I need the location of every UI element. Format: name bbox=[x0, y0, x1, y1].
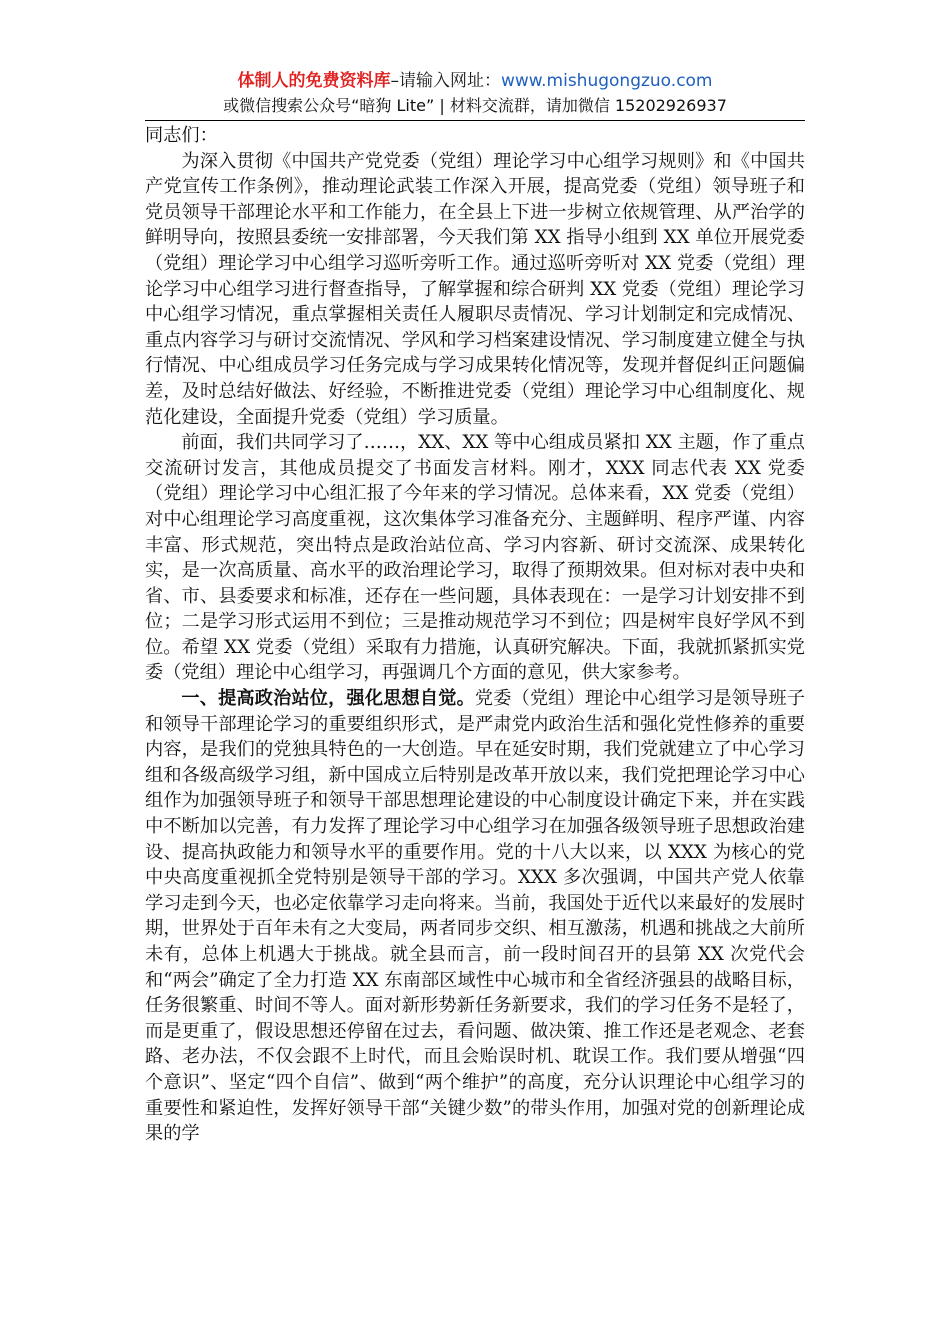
paragraph-intro: 为深入贯彻《中国共产党党委（党组）理论学习中心组学习规则》和《中国共产党宣传工作条例》，推动理论武装工作深入开展，提高党委（党组）领导班子和党员领导干部理论水平和工作能力，在全县上下进一步树立依规管理、从严治学的鲜明导向，按照县委统一安排部署，今天我们第 XX 指导小组到 XX 单位开展党委（党组）理论学习中心组学习巡听旁听工作。通过巡听旁听对 XX 党委（党组）理论学习中心组学习进行督查指导，了解掌握和综合研判 XX 党委（党组）理论学习中心组学习情况，重点掌握相关责任人履职尽责情况、学习计划制定和完成情况、重点内容学习与研讨交流情况、学风和学习档案建设情况、学习制度建立健全与执行情况、中心组成员学习任务完成与学习成果转化情况等，发现并督促纠正问题偏差，及时总结好做法、好经验，不断推进党委（党组）理论学习中心组制度化、规范化建设，全面提升党委（党组）学习质量。 bbox=[145, 150, 805, 428]
url-prompt: –请输入网址： bbox=[390, 71, 501, 91]
wechat-notice: 或微信搜索公众号“暗狗 Lite” | 材料交流群，请加微信 15202926937 bbox=[223, 96, 727, 115]
salutation: 同志们： bbox=[145, 125, 218, 146]
header-banner bbox=[145, 68, 805, 94]
website-link[interactable]: www.mishugongzuo.com bbox=[500, 71, 713, 91]
document-body bbox=[145, 123, 805, 1147]
section-heading: 一、提高政治站位，强化思想自觉。 bbox=[181, 688, 475, 710]
document-page bbox=[145, 68, 805, 1147]
section-body: 党委（党组）理论中心组学习是领导班子和领导干部理论学习的重要组织形式，是严肃党内政治生活和强化党性修养的重要内容，是我们的党独具特色的一大创造。早在延安时期，我们党就建立了中心学习组和各级高级学习组，新中国成立后特别是改革开放以来，我们党把理论学习中心组作为加强领导班子和领导干部思想理论建设的中心制度设计确定下来，并在实践中不断加以完善，有力发挥了理论学习中心组学习在加强各级领导班子思想政治建设、提高执政能力和领导水平的重要作用。党的十八大以来，以 XXX 为核心的党中央高度重视抓全党特别是领导干部的学习。XXX 多次强调，中国共产党人依靠学习走到今天，也必定依靠学习走向将来。当前，我国处于近代以来最好的发展时期，世界处于百年未有之大变局，两者同步交织、相互激荡，机遇和挑战之大前所未有，总体上机遇大于挑战。就全县而言，前一段时间召开的县第 XX 次党代会和“两会”确定了全力打造 XX 东南部区域性中心城市和全省经济强县的战略目标，任务很繁重、时间不等人。面对新形势新任务新要求，我们的学习任务不是轻了，而是更重了，假设思想还停留在过去，看问题、做决策、推工作还是老观念、老套路、老办法，不仅会跟不上时代，而且会贻误时机、耽误工作。我们要从增强“四个意识”、坚定“四个自信”、做到“两个维护”的高度，充分认识理论中心组学习的重要性和紧迫性，发挥好领导干部“关键少数”的带头作用，加强对党的创新理论成果的学 bbox=[145, 688, 805, 1145]
paragraph-section-one bbox=[145, 686, 805, 1147]
brand-title: 体制人的免费资料库 bbox=[237, 71, 391, 91]
paragraph-review: 前面，我们共同学习了……，XX、XX 等中心组成员紧扣 XX 主题，作了重点交流研讨发言，其他成员提交了书面发言材料。刚才，XXX 同志代表 XX 党委（党组）理论学习中心组汇报了今年来的学习情况。总体来看，XX 党委（党组）对中心组理论学习高度重视，这次集体学习准备充分、主题鲜明、程序严谨、内容丰富、形式规范，突出特点是政治站位高、学习内容新、研讨交流深、成果转化实，是一次高质量、高水平的政治理论学习，取得了预期效果。但对标对表中央和省、市、县委要求和标准，还存在一些问题，具体表现在：一是学习计划安排不到位；二是学习形式运用不到位；三是推动规范学习不到位；四是树牢良好学风不到位。希望 XX 党委（党组）采取有力措施，认真研究解决。下面，我就抓紧抓实党委（党组）理论中心组学习，再强调几个方面的意见，供大家参考。 bbox=[145, 432, 805, 684]
page-header bbox=[145, 68, 805, 121]
